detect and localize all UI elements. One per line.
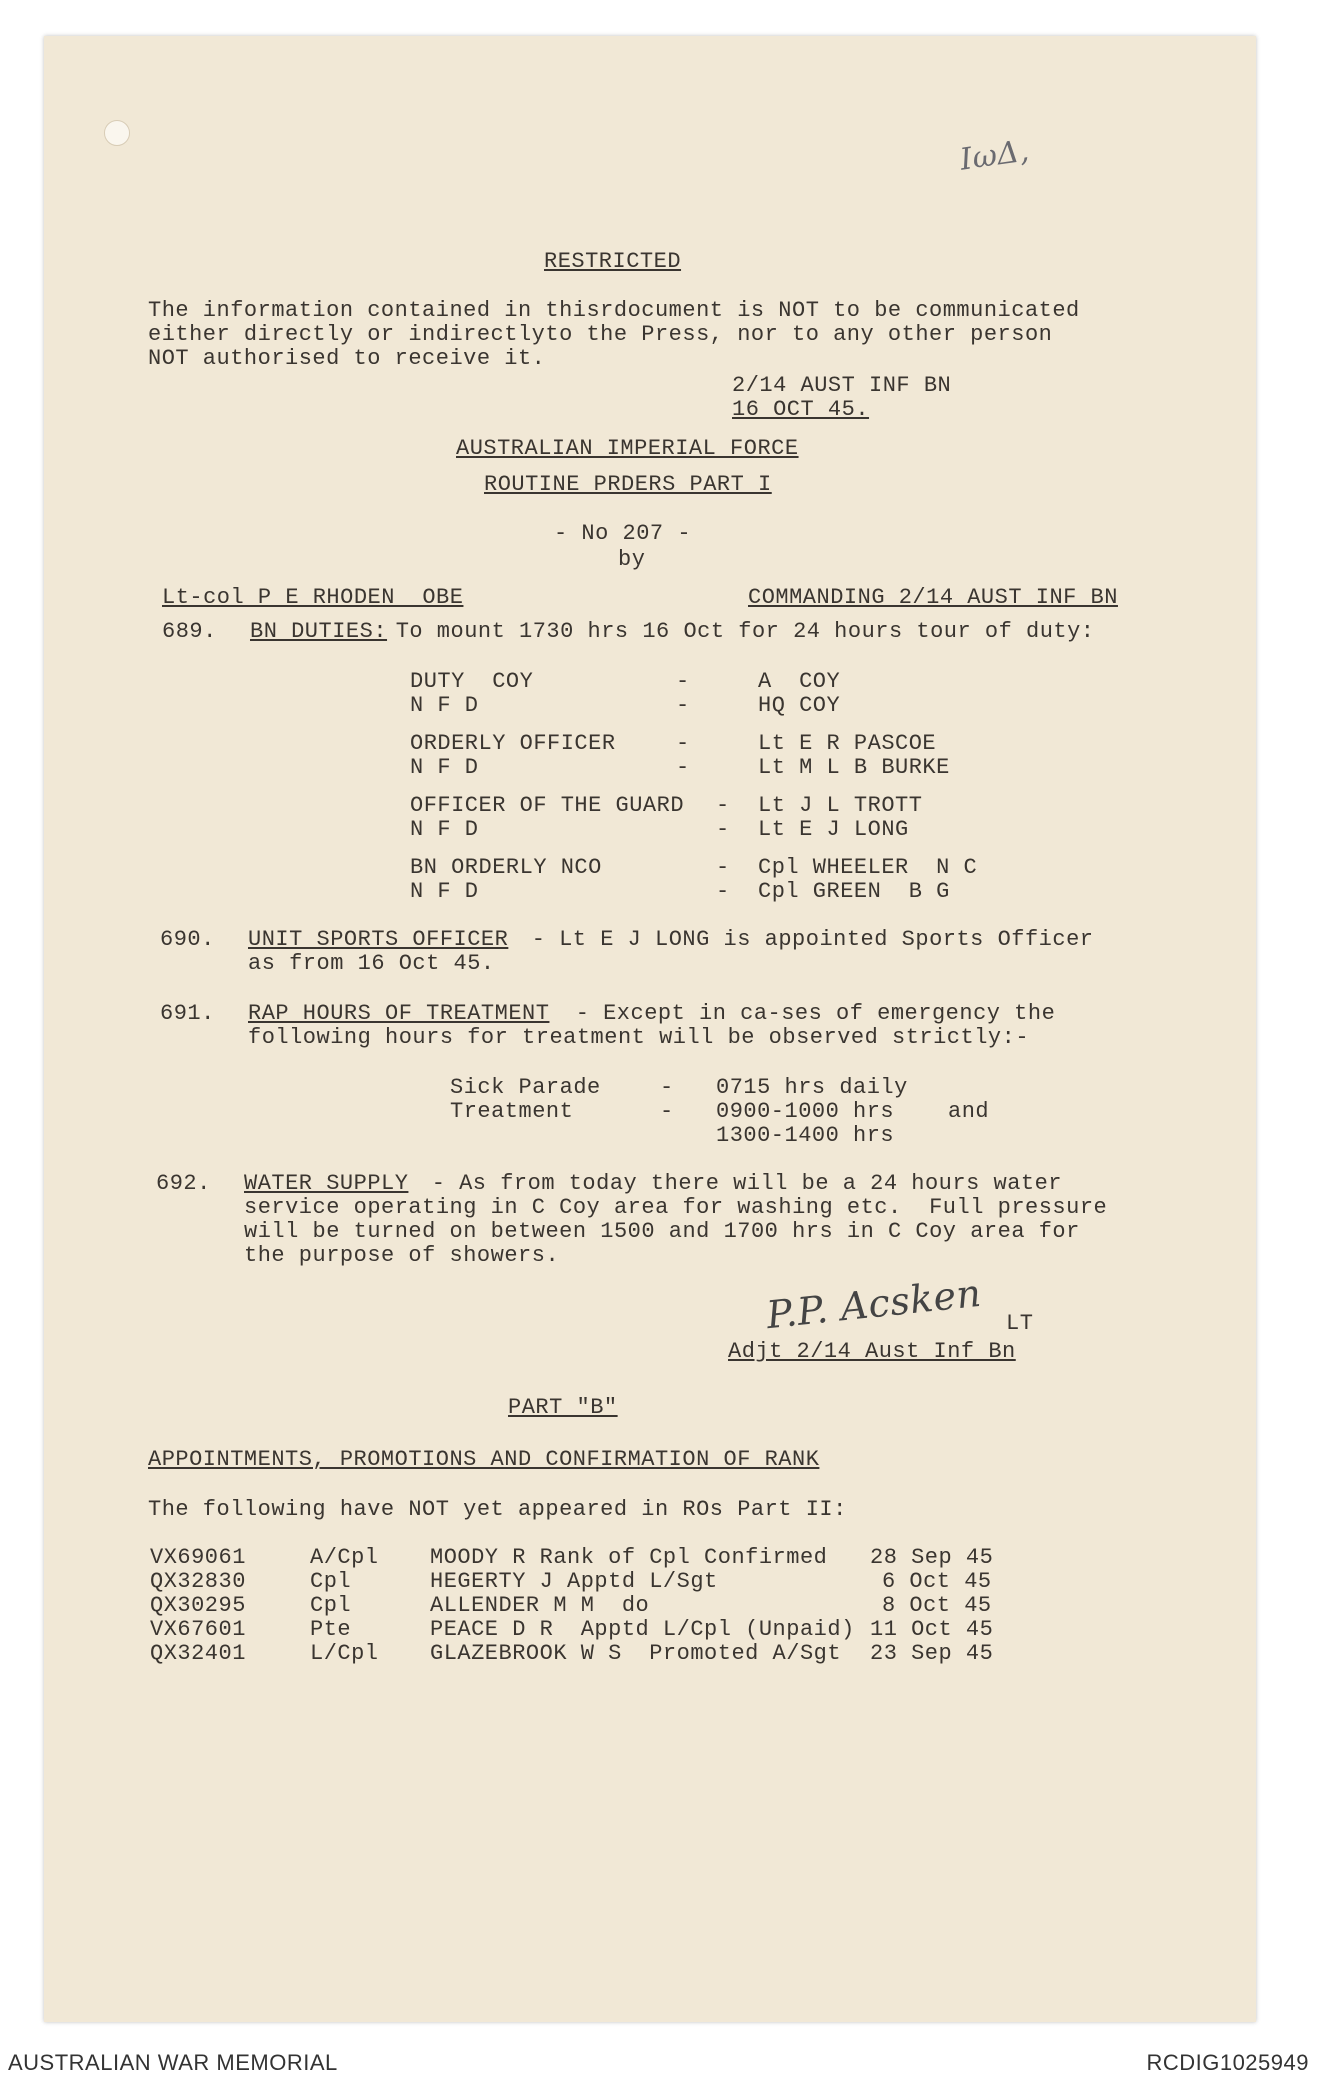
part-b-heading: PART "B" [508, 1395, 618, 1420]
duty-dash: - [716, 855, 730, 880]
footer-id: RCDIG1025949 [1146, 2050, 1309, 2075]
appointment-rank: L/Cpl [310, 1641, 379, 1666]
item-692-text-4: the purpose of showers. [244, 1243, 560, 1268]
duty-dash: - [676, 693, 690, 718]
duty-role: ORDERLY OFFICER [410, 731, 616, 756]
date-line: 16 OCT 45. [732, 397, 870, 422]
appointment-number: QX32401 [150, 1641, 246, 1666]
unit-line: 2/14 AUST INF BN [732, 373, 952, 398]
handwritten-note: ΙωΔ, [957, 133, 1032, 178]
title-aif: AUSTRALIAN IMPERIAL FORCE [456, 436, 799, 461]
following-line: The following have NOT yet appeared in ROs Part II: [148, 1497, 847, 1522]
item-691-text: - Except in ca-ses of emergency the [562, 1001, 1056, 1026]
duty-role: N F D [410, 817, 479, 842]
title-routine-orders: ROUTINE PRDERS PART I [484, 472, 772, 497]
item-692-heading: WATER SUPPLY [244, 1171, 409, 1196]
item-692-text-2: service operating in C Coy area for washing etc. Full pressure [244, 1195, 1108, 1220]
duty-role: N F D [410, 755, 479, 780]
restricted-heading: RESTRICTED [544, 249, 682, 274]
appointment-detail: ALLENDER M M do [430, 1593, 650, 1618]
appointment-rank: Pte [310, 1617, 352, 1642]
duty-role: BN ORDERLY NCO [410, 855, 602, 880]
document-sheet [44, 36, 1256, 2022]
treatment-time-1: 0900-1000 hrs [716, 1099, 895, 1124]
punch-hole [104, 120, 130, 146]
footer-source: AUSTRALIAN WAR MEMORIAL [8, 2050, 338, 2075]
appointment-rank: A/Cpl [310, 1545, 379, 1570]
treatment-label: Treatment [450, 1099, 574, 1124]
appointment-date: 28 Sep 45 [870, 1545, 994, 1570]
item-690-text-2: as from 16 Oct 45. [248, 951, 495, 976]
appointment-rank: Cpl [310, 1569, 352, 1594]
duty-dash: - [716, 879, 730, 904]
signature: P.P. Acsken [764, 1270, 984, 1338]
appointment-detail: MOODY R Rank of Cpl Confirmed [430, 1545, 828, 1570]
by-label: by [618, 547, 646, 572]
duty-name: Cpl WHEELER N C [758, 855, 978, 880]
appointment-detail: PEACE D R Apptd L/Cpl (Unpaid) [430, 1617, 855, 1642]
duty-name: Lt M L B BURKE [758, 755, 950, 780]
sick-parade-dash: - [660, 1075, 674, 1100]
duty-name: HQ COY [758, 693, 841, 718]
duty-name: Cpl GREEN B G [758, 879, 950, 904]
item-691-number: 691. [160, 1001, 215, 1026]
appointment-date: 23 Sep 45 [870, 1641, 994, 1666]
appointment-detail: GLAZEBROOK W S Promoted A/Sgt [430, 1641, 842, 1666]
duty-name: A COY [758, 669, 841, 694]
duty-dash: - [676, 731, 690, 756]
duty-name: Lt E R PASCOE [758, 731, 937, 756]
item-692-text: - As from today there will be a 24 hours water [418, 1171, 1063, 1196]
signature-rank: LT [1006, 1311, 1034, 1336]
item-692-text-3: will be turned on between 1500 and 1700 hrs in C Coy area for [244, 1219, 1080, 1244]
item-691-heading: RAP HOURS OF TREATMENT [248, 1001, 550, 1026]
commander-name: Lt-col P E RHODEN OBE [162, 585, 464, 610]
treatment-dash: - [660, 1099, 674, 1124]
item-690-heading: UNIT SPORTS OFFICER [248, 927, 509, 952]
appointment-number: VX69061 [150, 1545, 246, 1570]
treatment-and: and [948, 1099, 990, 1124]
duty-role: DUTY COY [410, 669, 534, 694]
duty-role: N F D [410, 693, 479, 718]
duty-dash: - [676, 755, 690, 780]
commanding-unit: COMMANDING 2/14 AUST INF BN [748, 585, 1118, 610]
item-691-text-2: following hours for treatment will be observed strictly:- [248, 1025, 1030, 1050]
duty-role: OFFICER OF THE GUARD [410, 793, 685, 818]
item-690-text: - Lt E J LONG is appointed Sports Officer [518, 927, 1094, 952]
appointments-heading: APPOINTMENTS, PROMOTIONS AND CONFIRMATION OF RANK [148, 1447, 820, 1472]
signature-title: Adjt 2/14 Aust Inf Bn [728, 1339, 1016, 1364]
duty-role: N F D [410, 879, 479, 904]
appointment-date: 8 Oct 45 [882, 1593, 992, 1618]
duty-dash: - [716, 793, 730, 818]
sick-parade-time: 0715 hrs daily [716, 1075, 908, 1100]
appointment-date: 6 Oct 45 [882, 1569, 992, 1594]
item-690-number: 690. [160, 927, 215, 952]
treatment-time-2: 1300-1400 hrs [716, 1123, 895, 1148]
order-number: - No 207 - [554, 521, 692, 546]
duty-name: Lt E J LONG [758, 817, 909, 842]
item-689-text: To mount 1730 hrs 16 Oct for 24 hours tour of duty: [382, 619, 1095, 644]
appointment-date: 11 Oct 45 [870, 1617, 994, 1642]
item-692-number: 692. [156, 1171, 211, 1196]
appointment-number: VX67601 [150, 1617, 246, 1642]
appointment-number: QX32830 [150, 1569, 246, 1594]
duty-dash: - [676, 669, 690, 694]
duty-dash: - [716, 817, 730, 842]
item-689-heading: BN DUTIES: [250, 619, 388, 644]
notice-line-2: either directly or indirectlyto the Press, nor to any other person [148, 322, 1053, 347]
notice-line-3: NOT authorised to receive it. [148, 346, 546, 371]
appointment-detail: HEGERTY J Apptd L/Sgt [430, 1569, 718, 1594]
sick-parade-label: Sick Parade [450, 1075, 601, 1100]
item-689-number: 689. [162, 619, 217, 644]
duty-name: Lt J L TROTT [758, 793, 923, 818]
appointment-number: QX30295 [150, 1593, 246, 1618]
appointment-rank: Cpl [310, 1593, 352, 1618]
notice-line-1: The information contained in thisrdocument is NOT to be communicated [148, 298, 1080, 323]
